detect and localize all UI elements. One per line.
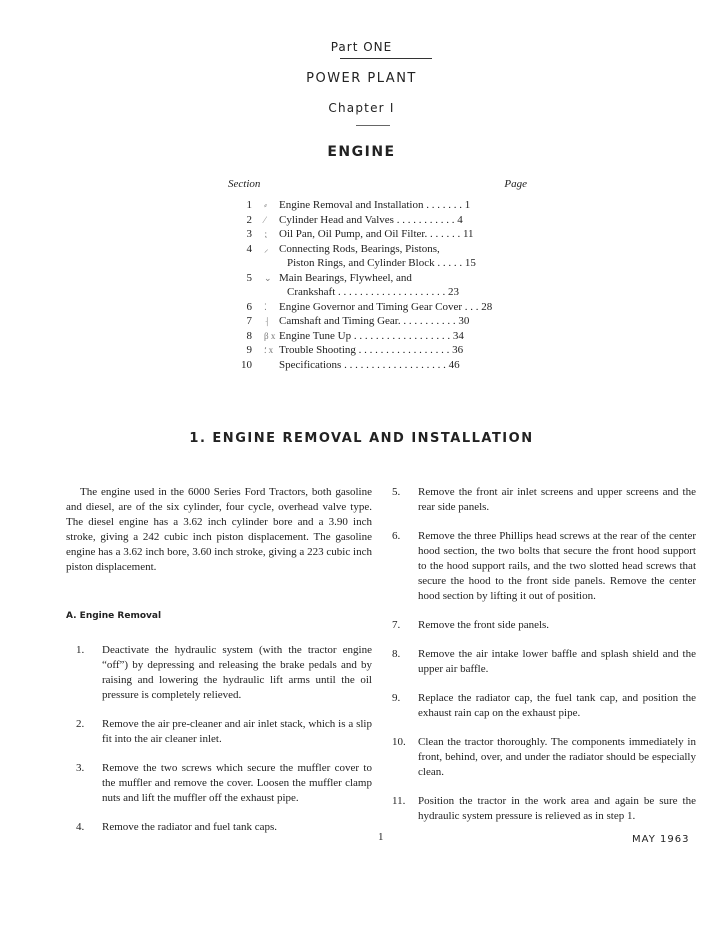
pencil-mark: ⌄	[264, 272, 272, 283]
step-text: Remove the three Phillips head screws at the rear of the center hood section, the two bolts that secure the front hood support to the hood support rails, and the two slotted head screws that secure the hood to the front side panels. Remove the center hood section by lifting it out of position.	[418, 530, 696, 602]
toc-entry	[264, 213, 528, 228]
toc-entry	[264, 343, 528, 358]
toc-row	[228, 300, 528, 315]
toc-row	[228, 358, 528, 373]
step-number: 8.	[392, 648, 401, 660]
toc-entry-title: Camshaft and Timing Gear. . . . . . . . . . . 30	[279, 315, 470, 327]
procedure-step	[392, 735, 696, 780]
pencil-mark: ⸝	[264, 243, 269, 254]
toc-row	[228, 314, 528, 329]
step-text: Position the tractor in the work area and again be sure the hydraulic system pressure is relieved as in step 1.	[418, 795, 696, 822]
toc-page-header: Page	[504, 178, 527, 190]
pencil-mark: ⸗	[264, 200, 267, 210]
toc-row	[228, 198, 528, 213]
toc-entry	[264, 329, 528, 344]
pencil-mark: ⸵ x	[264, 345, 274, 355]
toc-entry	[264, 227, 528, 242]
step-text: Remove the air pre-cleaner and air inlet stack, which is a slip fit into the air cleaner inlet.	[102, 718, 372, 745]
toc-entry	[264, 300, 528, 315]
toc-section-number: 5	[246, 271, 252, 284]
intro-paragraph: The engine used in the 6000 Series Ford Tractors, both gasoline and diesel, are of the six cylinder, four cycle, overhead valve type. The diesel engine has a 3.62 inch cylinder bore and a 3.90 inch stroke, giving a 242 cubic inch piston displacement. The gasoline engine has a 3.62 inch bore, 3.60 inch stroke, giving a 223 cubic inch piston displacement.	[66, 486, 372, 573]
toc-entry-title: Engine Tune Up . . . . . . . . . . . . . . . . . . 34	[279, 329, 464, 342]
step-text: Remove the front air inlet screens and upper screens and the rear side panels.	[418, 486, 696, 513]
toc-section-number: 8	[246, 329, 252, 342]
toc-section-number: 2	[246, 213, 252, 226]
step-text: Replace the radiator cap, the fuel tank cap, and position the exhaust rain cap on the exhaust pipe.	[418, 692, 696, 719]
toc-section-number: 9	[246, 344, 252, 356]
procedure-step	[392, 618, 696, 633]
step-text: Remove the air intake lower baffle and splash shield and the upper air baffle.	[418, 648, 696, 675]
chapter-heading: Chapter I	[328, 101, 395, 115]
procedure-step	[392, 691, 696, 721]
toc-entry-title: Trouble Shooting . . . . . . . . . . . . . . . . . 36	[279, 344, 464, 356]
publication-date: MAY 1963	[632, 834, 690, 845]
step-number: 6.	[392, 530, 401, 542]
toc-row	[228, 213, 528, 228]
toc-entry	[264, 242, 528, 271]
step-text: Remove the two screws which secure the muffler cover to the muffler and remove the cover. Loosen the muffler clamp nuts and lift the muffler off the exhaust pipe.	[102, 762, 372, 804]
toc-entry-title: Main Bearings, Flywheel, and	[279, 271, 412, 284]
toc-row	[228, 343, 528, 358]
toc-section-number: 7	[246, 315, 252, 327]
toc-row	[228, 271, 528, 300]
pencil-mark: ⁏	[264, 229, 268, 239]
chapter-title: ENGINE	[327, 144, 396, 160]
toc-entry-title: Connecting Rods, Bearings, Pistons,	[279, 242, 440, 255]
step-number: 10.	[392, 736, 406, 748]
procedure-step	[66, 820, 372, 835]
toc-section-number: 4	[246, 242, 252, 255]
step-number: 4.	[76, 821, 85, 833]
toc-entry	[264, 314, 528, 329]
step-number: 1.	[76, 644, 85, 656]
pencil-mark: ⸡	[264, 316, 269, 326]
toc-section-number: 10	[241, 358, 252, 371]
procedure-step	[392, 794, 696, 824]
procedure-step	[392, 529, 696, 604]
step-number: 5.	[392, 486, 401, 498]
toc-entry-title: Engine Removal and Installation . . . . . . . 1	[279, 199, 471, 211]
toc-entry	[264, 358, 528, 373]
step-text: Remove the radiator and fuel tank caps.	[102, 821, 278, 833]
toc-entry-title: Engine Governor and Timing Gear Cover . . . 28	[279, 300, 493, 313]
pencil-mark: ⁚	[264, 301, 267, 312]
part-underline	[340, 58, 432, 59]
toc-entry	[264, 271, 528, 300]
toc-entry-title: Oil Pan, Oil Pump, and Oil Filter. . . . . . . 11	[279, 228, 474, 240]
step-number: 3.	[76, 762, 85, 774]
step-number: 2.	[76, 718, 85, 730]
procedure-step	[392, 485, 696, 515]
toc-entry-title: Specifications . . . . . . . . . . . . . . . . . . . 46	[279, 358, 460, 371]
toc-entry-continuation: Piston Rings, and Cylinder Block . . . . . 15	[287, 257, 476, 269]
pencil-mark: ⁄	[264, 214, 266, 225]
toc-section-number: 3	[246, 228, 252, 240]
page-number: 1	[378, 831, 384, 843]
procedure-step	[66, 643, 372, 703]
toc-row	[228, 227, 528, 242]
toc-row	[228, 329, 528, 344]
step-number: 11.	[392, 795, 406, 807]
part-heading: Part ONE	[330, 40, 393, 54]
section-title: 1. ENGINE REMOVAL AND INSTALLATION	[189, 431, 534, 446]
procedure-step	[66, 761, 372, 806]
toc-section-number: 1	[246, 199, 252, 211]
toc-entry-continuation: Crankshaft . . . . . . . . . . . . . . . . . . . . 23	[287, 286, 460, 298]
toc-row	[228, 242, 528, 271]
procedure-step	[66, 717, 372, 747]
right-column	[392, 485, 696, 838]
toc-section-header: Section	[228, 178, 261, 190]
step-text: Deactivate the hydraulic system (with the tractor engine “off”) by depressing and releasing the brake pedals and by raising and lowering the hydraulic lift arms until the oil pressure is completely relieved.	[102, 644, 372, 701]
left-column	[66, 485, 372, 849]
procedure-step	[392, 647, 696, 677]
subsection-heading: A. Engine Removal	[66, 611, 162, 621]
pencil-mark: β x	[264, 330, 276, 341]
chapter-underline	[356, 125, 390, 126]
toc-entry-title: Cylinder Head and Valves . . . . . . . . . . . 4	[279, 213, 463, 226]
toc-section-number: 6	[246, 300, 252, 313]
step-number: 9.	[392, 692, 401, 704]
step-text: Remove the front side panels.	[418, 619, 550, 631]
toc-entry	[264, 198, 528, 213]
step-number: 7.	[392, 619, 401, 631]
table-of-contents	[228, 198, 528, 372]
step-text: Clean the tractor thoroughly. The components immediately in front, behind, over, and under the radiator should be especially clean.	[418, 736, 696, 778]
division-heading: POWER PLANT	[306, 71, 417, 86]
